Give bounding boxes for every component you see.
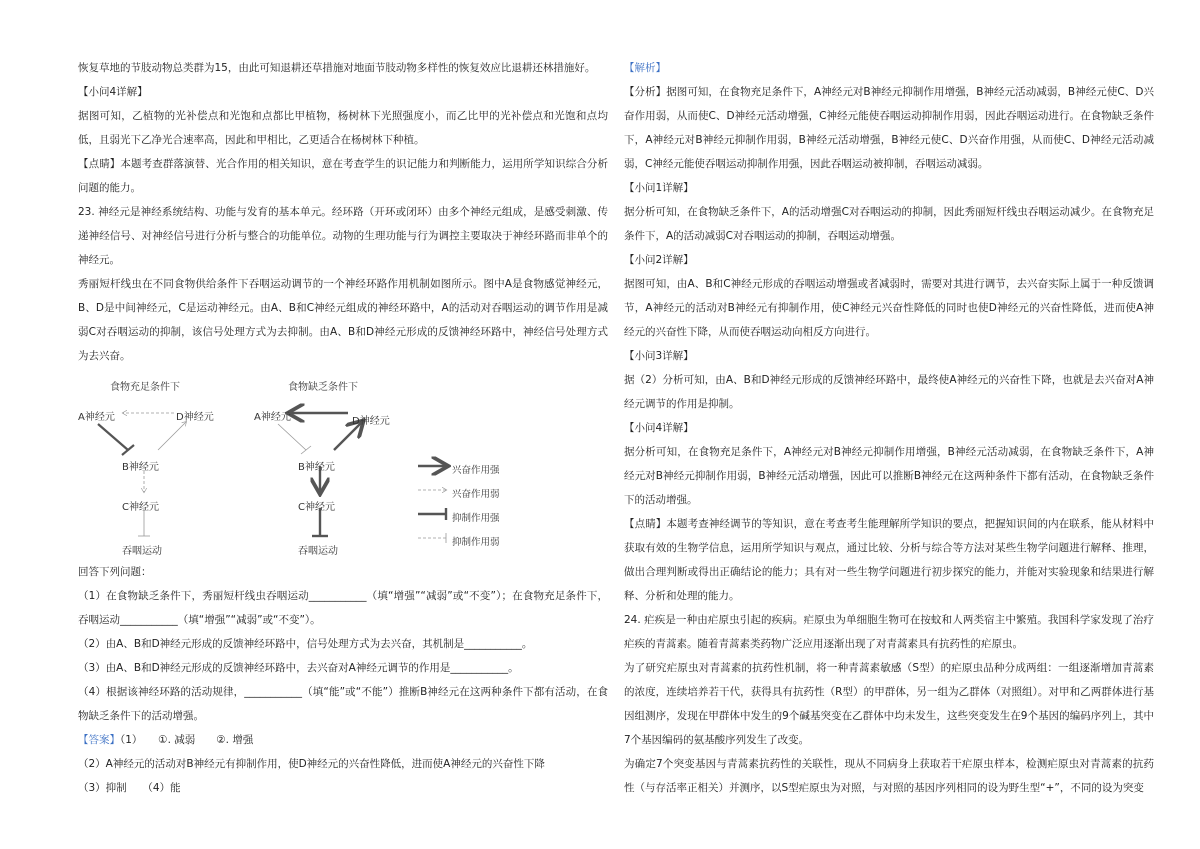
answer-line-1: [78, 728, 608, 752]
legend-label-weak-inhibit: 抑制作用弱: [452, 537, 500, 548]
left-column: [78, 56, 608, 800]
question-23-context: 秀丽短杆线虫在不同食物供给条件下吞咽运动调节的一个神经环路作用机制如图所示。图中A是食物感觉神经元，B、D是中间神经元，C是运动神经元。由A、B和C神经元组成的神经环路中，A的活动对吞咽运动的调节作用是减弱C对吞咽运动的抑制，该信号处理方式为去抑制。由A、B和D神经元形成的反馈神经环路中，神经信号处理方式为去兴奋。: [78, 278, 608, 362]
heading-sub-3: 【小问3详解】: [624, 350, 694, 362]
label-neuron-c-left: C神经元: [122, 502, 159, 513]
legend-label-weak-excite: 兴奋作用弱: [452, 489, 500, 500]
label-neuron-a-left: A神经元: [78, 412, 115, 423]
explain-sub-1: 据分析可知，在食物缺乏条件下，A的活动增强C对吞咽运动的抑制，因此秀丽短杆线虫吞咽运动减少。在食物充足条件下，A的活动减弱C对吞咽运动的抑制，吞咽运动增强。: [624, 206, 1154, 242]
label-neuron-c-right: C神经元: [298, 502, 335, 513]
title-food-lacking: 食物缺乏条件下: [288, 382, 358, 393]
question-24-stem: 24. 疟疾是一种由疟原虫引起的疾病。疟原虫为单细胞生物可在按蚊和人两类宿主中繁殖。我国科学家发现了治疗疟疾的青蒿素。随着青蒿素类药物广泛应用逐渐出现了对青蒿素具有抗药性的疟原虫。: [624, 614, 1154, 650]
answer-2: （2）A神经元的活动对B神经元有抑制作用，使D神经元的兴奋性降低，进而使A神经元的兴奋性下降: [78, 758, 545, 770]
legend-label-strong-excite: 兴奋作用强: [452, 465, 500, 476]
heading-sub-2: 【小问2详解】: [624, 254, 694, 266]
question-23-2: （2）由A、B和D神经元形成的反馈神经环路中，信号处理方式为去兴奋，其机制是___________。: [78, 638, 533, 650]
question-23-stem: 23. 神经元是神经系统结构、功能与发育的基本单元。经环路（开环或闭环）由多个神经元组成，是感受刺激、传递神经信号、对神经信号进行分析与整合的功能单位。动物的生理功能与行为调控主要取决于神经环路而非单个的神经元。: [78, 206, 608, 266]
dianjing-right: 【点睛】本题考查神经调节的等知识，意在考查考生能理解所学知识的要点，把握知识间的内在联系，能从材料中获取有效的生物学信息，运用所学知识与观点，通过比较、分析与综合等方法对某些生物学问题进行解释、推理，做出合理判断或得出正确结论的能力；具有对一些生物学问题进行初步探究的能力，并能对实验现象和结果进行解释、分析和处理的能力。: [624, 518, 1154, 602]
jiexi-tag: 【解析】: [624, 62, 666, 74]
question-24-last: 为确定7个突变基因与青蒿素抗药性的关联性，现从不同病身上获取若干疟原虫样本，检测疟原虫对青蒿素的抗药性（与存活率正相关）并测序，以S型疟原虫为对照，与对照的基因序列相同的设为野生型“+”，不同的设为突变: [624, 758, 1154, 794]
question-23-3: （3）由A、B和D神经元形成的反馈神经环路中，去兴奋对A神经元调节的作用是___________。: [78, 662, 519, 674]
answer-1: （1） ①. 减弱 ②. 增强: [120, 734, 254, 746]
heading-sub-4: 【小问4详解】: [624, 422, 694, 434]
explain-sub-3: 据（2）分析可知，由A、B和D神经元形成的反馈神经环路中，最终使A神经元的兴奋性下降，也就是去兴奋对A神经元调节的作用是抑制。: [624, 374, 1154, 410]
title-food-sufficient: 食物充足条件下: [110, 382, 180, 393]
answer-tag: 【答案】: [78, 734, 120, 746]
paragraph-light-compensation: 据图可知，乙植物的光补偿点和光饱和点都比甲植物，杨树林下光照强度小，而乙比甲的光补偿点和光饱和点均低，且弱光下乙净光合速率高，因此和甲相比，乙更适合在杨树林下种植。: [78, 110, 608, 146]
legend-label-strong-inhibit: 抑制作用强: [452, 513, 500, 524]
question-24-research: 为了研究疟原虫对青蒿素的抗药性机制，将一种青蒿素敏感（S型）的疟原虫品种分成两组：一组逐渐增加青蒿素的浓度，连续培养若干代，获得具有抗药性（R型）的甲群体，另一组为乙群体（对照组）。对甲和乙两群体进行基因组测序，发现在甲群体中发生的9个碱基突变在乙群体中均未发生，这些突变发生在9个基因的编码序列上，其中7个基因编码的氨基酸序列发生了改变。: [624, 662, 1154, 746]
label-neuron-d-left: D神经元: [176, 412, 214, 423]
label-swallow-right: 吞咽运动: [298, 546, 338, 557]
explain-sub-4: 据分析可知，在食物充足条件下，A神经元对B神经元抑制作用增强，B神经元活动减弱，在食物缺乏条件下，A神经元对B神经元抑制作用弱，B神经元活动增强，因此可以推断B神经元在这两种条件下都有活动，在食物缺乏条件下的活动增强。: [624, 446, 1154, 506]
paragraph-dianjing: 【点睛】本题考查群落演替、光合作用的相关知识，意在考查学生的识记能力和判断能力，运用所学知识综合分析问题的能力。: [78, 158, 608, 194]
label-neuron-b-left: B神经元: [122, 462, 159, 473]
label-neuron-a-right: A神经元: [254, 412, 291, 423]
question-23-4: （4）根据该神经环路的活动规律，___________（填“能”或“不能”）推断B神经元在这两种条件下都有活动，在食物缺乏条件下的活动增强。: [78, 686, 608, 722]
paragraph-grassland: 恢复草地的节肢动物总类群为15，由此可知退耕还草措施对地面节肢动物多样性的恢复效应比退耕还林措施好。: [78, 62, 596, 74]
label-neuron-b-right: B神经元: [298, 462, 335, 473]
heading-sub-1: 【小问1详解】: [624, 182, 694, 194]
heading-question-4: 【小问4详解】: [78, 86, 148, 98]
analysis-paragraph: 【分析】据图可知，在食物充足条件下，A神经元对B神经元抑制作用增强，B神经元活动减弱，B神经元使C、D兴奋作用弱，从而使C、D神经元活动增强，C神经元能使吞咽运动抑制作用弱，因此吞咽运动进行。在食物缺乏条件下，A神经元对B神经元抑制作用弱，B神经元活动增强，B神经元使C、D兴奋作用强，从而使C、D神经元活动减弱，C神经元能使吞咽运动抑制作用强，因此吞咽运动被抑制，吞咽运动减弱。: [624, 86, 1154, 170]
label-swallow-left: 吞咽运动: [122, 546, 162, 557]
explain-sub-2: 据图可知，由A、B和C神经元形成的吞咽运动增强或者减弱时，需要对其进行调节，去兴奋实际上属于一种反馈调节，A神经元的活动对B神经元有抑制作用，使C神经元兴奋性降低的同时也使D神经元的兴奋性降低，进而使A神经元的兴奋性下降，从而使吞咽运动向相反方向进行。: [624, 278, 1154, 338]
answer-prompt: 回答下列问题：: [78, 566, 152, 578]
neural-circuit-figure: [78, 370, 518, 560]
right-column: [624, 56, 1154, 800]
question-23-1: （1）在食物缺乏条件下，秀丽短杆线虫吞咽运动___________（填“增强”“减弱”或“不变”）；在食物充足条件下，吞咽运动___________（填“增强”“减弱”或“不变”）。: [78, 590, 608, 626]
label-neuron-d-right: D神经元: [352, 416, 390, 427]
answer-3-4: （3）抑制 （4）能: [78, 782, 181, 794]
